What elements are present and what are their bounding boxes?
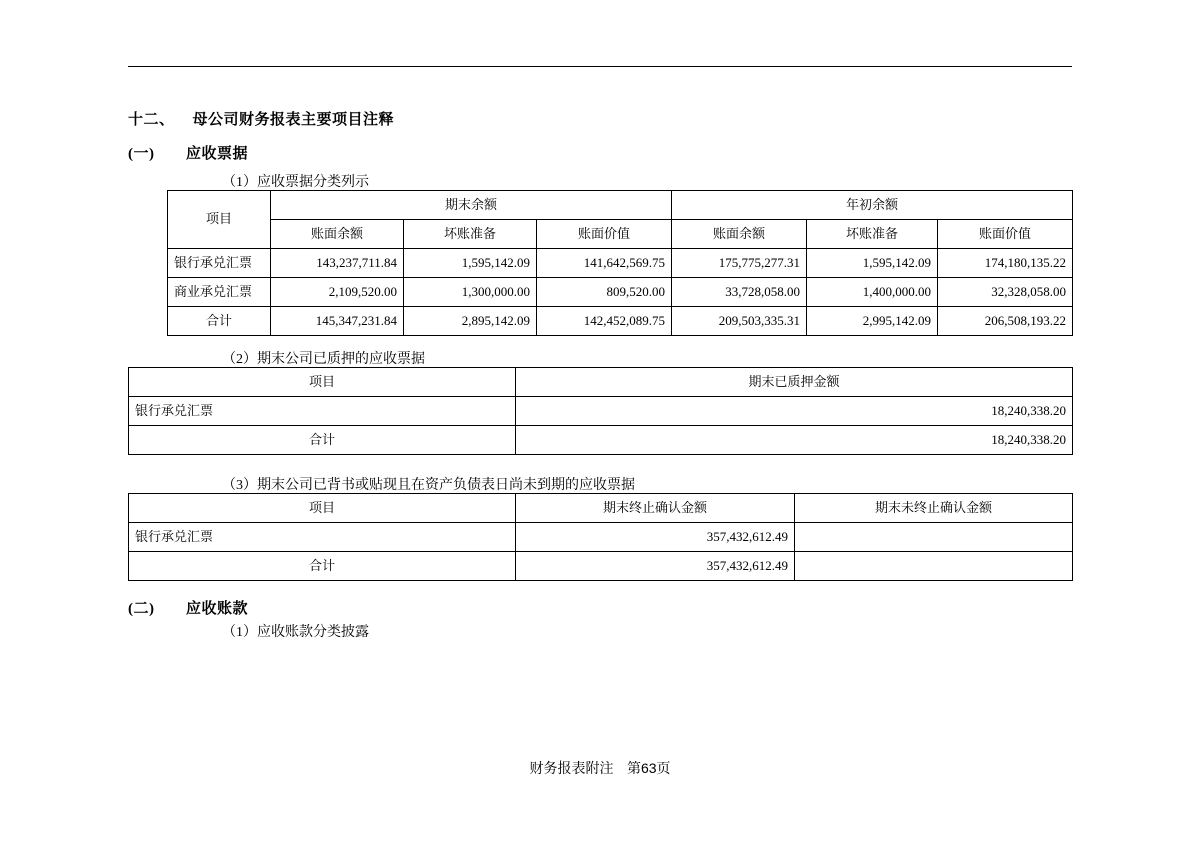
table-subheader-row bbox=[168, 220, 1073, 249]
table-row bbox=[168, 249, 1073, 278]
table-row bbox=[129, 426, 1073, 455]
item-1-label: （1）应收票据分类列示 bbox=[222, 175, 369, 190]
table-header-row bbox=[168, 191, 1073, 220]
table2-row-0-label: 银行承兑汇票 bbox=[129, 397, 516, 426]
table-row bbox=[168, 278, 1073, 307]
table1-row-1-col-4: 1,400,000.00 bbox=[807, 278, 938, 307]
table1-header-end-balance: 期末余额 bbox=[271, 191, 672, 220]
table2-row-1-label: 合计 bbox=[129, 426, 516, 455]
table-receivable-notes-classification bbox=[167, 190, 1073, 336]
item-3-label: （3）期末公司已背书或贴现且在资产负债表日尚未到期的应收票据 bbox=[222, 478, 635, 493]
table1-subheader-4: 账面余额 bbox=[672, 220, 807, 249]
table1-header-item: 项目 bbox=[168, 191, 271, 249]
table1-row-2-col-0: 145,347,231.84 bbox=[271, 307, 404, 336]
section-heading-text: 母公司财务报表主要项目注释 bbox=[192, 112, 395, 128]
table1-row-0-col-5: 174,180,135.22 bbox=[938, 249, 1073, 278]
table1-row-2-label: 合计 bbox=[168, 307, 271, 336]
table1-row-1-col-0: 2,109,520.00 bbox=[271, 278, 404, 307]
table1-row-2-col-5: 206,508,193.22 bbox=[938, 307, 1073, 336]
table2-row-1-col-0: 18,240,338.20 bbox=[516, 426, 1073, 455]
table1-row-1-col-3: 33,728,058.00 bbox=[672, 278, 807, 307]
table1-row-2-col-1: 2,895,142.09 bbox=[404, 307, 537, 336]
footer-text: 财务报表附注 bbox=[529, 762, 614, 777]
subsection-1-text: 应收票据 bbox=[186, 146, 249, 162]
table3-row-0-col-1 bbox=[795, 523, 1073, 552]
table1-row-2-col-2: 142,452,089.75 bbox=[537, 307, 672, 336]
table3-row-0-col-0: 357,432,612.49 bbox=[516, 523, 795, 552]
table3-row-0-label: 银行承兑汇票 bbox=[129, 523, 516, 552]
table1-subheader-5: 坏账准备 bbox=[807, 220, 938, 249]
table1-row-0-col-4: 1,595,142.09 bbox=[807, 249, 938, 278]
subsection-1-heading bbox=[128, 142, 248, 163]
table1-row-0-col-1: 1,595,142.09 bbox=[404, 249, 537, 278]
table2-header-1: 期末已质押金额 bbox=[516, 368, 1073, 397]
table-row bbox=[129, 397, 1073, 426]
table1-row-2-col-4: 2,995,142.09 bbox=[807, 307, 938, 336]
subsection-2-heading bbox=[128, 597, 248, 618]
table1-header-begin-balance: 年初余额 bbox=[672, 191, 1073, 220]
table1-row-0-col-0: 143,237,711.84 bbox=[271, 249, 404, 278]
table-header-row bbox=[129, 368, 1073, 397]
table-row bbox=[129, 523, 1073, 552]
subsection-2-number: (二) bbox=[128, 601, 155, 617]
table1-row-1-col-5: 32,328,058.00 bbox=[938, 278, 1073, 307]
table3-header-1: 期末终止确认金额 bbox=[516, 494, 795, 523]
table-row bbox=[129, 552, 1073, 581]
table1-subheader-2: 坏账准备 bbox=[404, 220, 537, 249]
table2-header-0: 项目 bbox=[129, 368, 516, 397]
table3-row-1-label: 合计 bbox=[129, 552, 516, 581]
table1-row-0-col-3: 175,775,277.31 bbox=[672, 249, 807, 278]
table1-row-1-col-1: 1,300,000.00 bbox=[404, 278, 537, 307]
table3-row-1-col-1 bbox=[795, 552, 1073, 581]
table1-row-1-col-2: 809,520.00 bbox=[537, 278, 672, 307]
table1-subheader-6: 账面价值 bbox=[938, 220, 1073, 249]
header-rule bbox=[128, 66, 1072, 67]
page-footer bbox=[0, 758, 1200, 778]
item-2-label: （2）期末公司已质押的应收票据 bbox=[222, 352, 425, 367]
table1-subheader-1: 账面余额 bbox=[271, 220, 404, 249]
footer-page-number: 第63页 bbox=[626, 760, 671, 776]
subsection-2-text: 应收账款 bbox=[186, 601, 249, 617]
section-heading bbox=[128, 108, 394, 129]
table1-row-1-label: 商业承兑汇票 bbox=[168, 278, 271, 307]
table-pledged-notes bbox=[128, 367, 1073, 455]
section-heading-number: 十二、 bbox=[128, 112, 175, 128]
table1-row-0-col-2: 141,642,569.75 bbox=[537, 249, 672, 278]
table3-header-0: 项目 bbox=[129, 494, 516, 523]
table-endorsed-discounted-notes bbox=[128, 493, 1073, 581]
table1-row-2-col-3: 209,503,335.31 bbox=[672, 307, 807, 336]
table-header-row bbox=[129, 494, 1073, 523]
subsection-1-number: (一) bbox=[128, 146, 155, 162]
table3-row-1-col-0: 357,432,612.49 bbox=[516, 552, 795, 581]
table3-header-2: 期末未终止确认金额 bbox=[795, 494, 1073, 523]
item-4-label: （1）应收账款分类披露 bbox=[222, 625, 369, 640]
table2-row-0-col-0: 18,240,338.20 bbox=[516, 397, 1073, 426]
table1-subheader-3: 账面价值 bbox=[537, 220, 672, 249]
table1-row-0-label: 银行承兑汇票 bbox=[168, 249, 271, 278]
table-row bbox=[168, 307, 1073, 336]
